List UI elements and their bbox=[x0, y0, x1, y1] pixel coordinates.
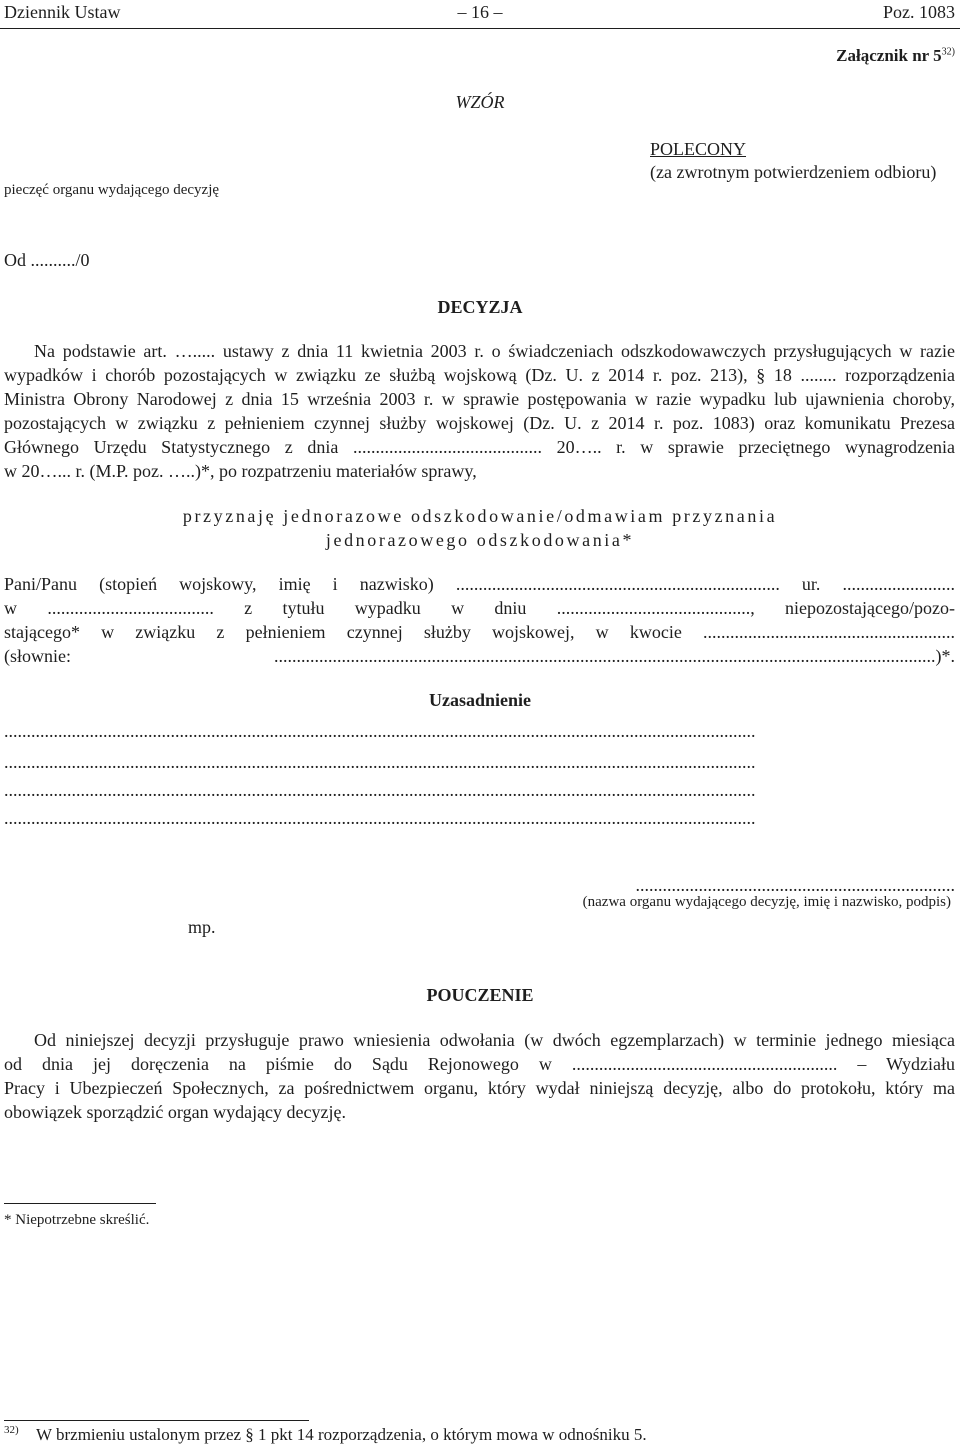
basis-line-5: Głównego Urzędu Statystycznego z dnia .......................................... 20….. r. w sprawie przeciętnego wynagrodzenia bbox=[4, 437, 955, 457]
footnote-rule bbox=[4, 1420, 309, 1421]
page-number: – 16 – bbox=[457, 2, 503, 22]
basis-line-1: Na podstawie art. …..... ustawy z dnia 11 kwietnia 2003 r. o świadczeniach odszkodowawczych przysługujących w razie bbox=[34, 341, 955, 361]
reference-number: Od ........../0 bbox=[4, 250, 90, 270]
annex-footnote-ref: 32) bbox=[941, 46, 955, 58]
instruction-line-4: obowiązek sporządzić organ wydający decyzję. bbox=[4, 1102, 347, 1122]
recipient-line-3: stającego* w związku z pełnieniem czynnej służby wojskowej, w kwocie ........................................................ bbox=[4, 622, 955, 642]
note-rule bbox=[4, 1203, 156, 1204]
recipient-line-1: Pani/Panu (stopień wojskowy, imię i nazwisko) ........................................................................ ur. ......................... bbox=[4, 574, 955, 594]
justification-line-2: ....................................................................................................................................................................... bbox=[4, 752, 756, 772]
basis-line-3: Ministra Obrony Narodowej z dnia 15 września 2003 r. w sprawie postępowania w razie wypadku lub ujawnienia choroby, bbox=[4, 389, 955, 409]
instruction-line-3: Pracy i Ubezpieczeń Społecznych, za pośrednictwem organu, który wydał niniejszą decyzję, albo do protokołu, który ma bbox=[4, 1078, 955, 1098]
position-number: Poz. 1083 bbox=[883, 2, 955, 22]
journal-title: Dziennik Ustaw bbox=[4, 2, 121, 22]
signature-dots: ....................................................................... bbox=[635, 875, 955, 895]
recipient-line-2: w ..................................... z tytułu wypadku w dniu ..........................................., niepozostającego/pozo- bbox=[4, 598, 955, 618]
basis-line-4: pozostających w związku z pełnieniem czynnej służby wojskowej (Dz. U. z 2014 r. poz. 1083) oraz komunikatu Prezesa bbox=[4, 413, 955, 433]
seal-mark: mp. bbox=[188, 917, 216, 937]
decision-line-1: przyznaję jednorazowe odszkodowanie/odmawiam przyznania bbox=[182, 506, 778, 526]
justification-line-3: ....................................................................................................................................................................... bbox=[4, 780, 756, 800]
justification-line-1: ....................................................................................................................................................................... bbox=[4, 721, 756, 741]
polecony-label: POLECONY bbox=[650, 139, 747, 159]
basis-line-6: w 20…... r. (M.P. poz. …..)*, po rozpatrzeniu materiałów sprawy, bbox=[4, 461, 477, 481]
annex-label: Załącznik nr 5$^{32)}$ bbox=[836, 46, 955, 65]
header-rule bbox=[0, 28, 960, 29]
basis-line-2: wypadków i chorób pozostających w związku ze służbą wojskową (Dz. U. z 2014 r. poz. 213), § 18 ........ rozporządzenia bbox=[4, 365, 955, 385]
decision-line-2: jednorazowego odszkodowania* bbox=[325, 530, 635, 550]
return-receipt-note: (za zwrotnym potwierdzeniem odbioru) bbox=[650, 162, 937, 182]
footnote-mark: 32) bbox=[4, 1424, 19, 1436]
document-title: DECYZJA bbox=[437, 297, 523, 317]
instruction-line-1: Od niniejszej decyzji przysługuje prawo wniesienia odwołania (w dwóch egzemplarzach) w terminie jednego miesiąca bbox=[34, 1030, 955, 1050]
footnote-text: W brzmieniu ustalonym przez § 1 pkt 14 rozporządzenia, o którym mowa w odnośniku 5. bbox=[36, 1425, 647, 1444]
wzor-label: WZÓR bbox=[455, 92, 505, 112]
justification-title: Uzasadnienie bbox=[428, 690, 531, 710]
stamp-label: pieczęć organu wydającego decyzję bbox=[4, 182, 220, 198]
instruction-title: POUCZENIE bbox=[426, 985, 534, 1005]
instruction-line-2: od dnia jej doręczenia na piśmie do Sądu Rejonowego w ........................................................... – Wydziału bbox=[4, 1054, 955, 1074]
justification-line-4: ....................................................................................................................................................................... bbox=[4, 808, 756, 828]
recipient-line-4: (słownie: ...................................................................................................................................................)*. bbox=[4, 646, 955, 666]
note-text: * Niepotrzebne skreślić. bbox=[4, 1212, 150, 1228]
signature-caption: (nazwa organu wydającego decyzję, imię i nazwisko, podpis) bbox=[582, 894, 951, 910]
